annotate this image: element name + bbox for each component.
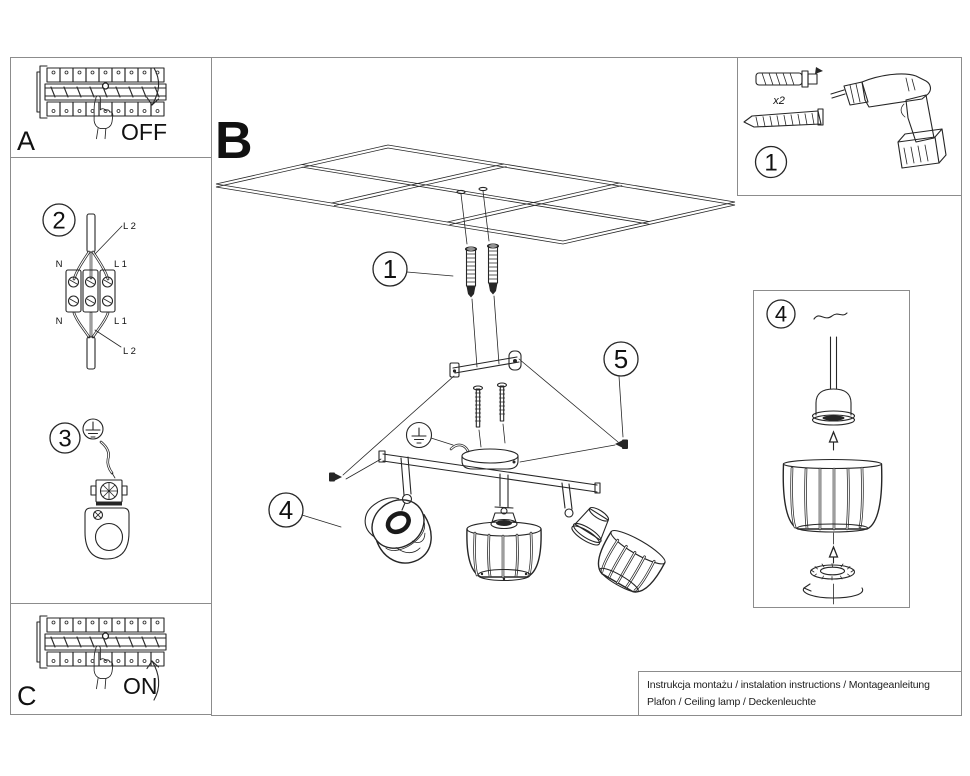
- label-live-top: L 1: [114, 259, 127, 270]
- mounting-lug-drawing: [85, 508, 129, 559]
- panel-c-letter: C: [17, 681, 37, 711]
- wall-plug-drawing: [756, 67, 823, 87]
- panel-breaker-on-step: [10, 603, 212, 715]
- fixture-rail-drawing: [379, 451, 600, 493]
- screw-drawing: [744, 109, 823, 127]
- footer-caption-box: [638, 671, 962, 716]
- callout-screw: [604, 342, 638, 437]
- callout-anchor: [373, 252, 453, 286]
- off-arrow-icon: [147, 68, 159, 105]
- step-2-number: 2: [52, 207, 66, 235]
- ceiling-grid-drawing: [216, 145, 735, 244]
- label-live-bottom: L 1: [114, 316, 127, 327]
- spotlight-left-drawing: [358, 457, 443, 574]
- spotlight-right-drawing: [562, 483, 668, 600]
- cage-shade-drawing: [783, 460, 882, 545]
- label-neutral-top: N: [55, 259, 63, 270]
- label-line-top: L 2: [123, 221, 136, 232]
- anchor-quantity-label: x2: [773, 95, 785, 107]
- svg-text:4: 4: [774, 301, 788, 327]
- breaker-panel-drawing: [37, 66, 166, 118]
- cable-top: [87, 214, 95, 252]
- up-arrow-icon: [830, 547, 838, 563]
- shade-assembly-box: [753, 290, 910, 608]
- step-3-number: 3: [58, 425, 72, 453]
- ground-symbol-icon: [83, 419, 103, 439]
- breaker-panel-drawing: [37, 616, 166, 668]
- label-line-bottom: L 2: [123, 346, 136, 357]
- wiring-and-ground-steps: [10, 157, 212, 604]
- callout-cage-number: 4: [278, 495, 294, 525]
- callout-cage: [269, 493, 341, 527]
- label-neutral-bottom: N: [55, 316, 63, 327]
- tools-required-box: [737, 57, 962, 196]
- alignment-lines: [461, 191, 505, 447]
- socket-holder-drawing: [813, 337, 855, 425]
- panel-a-letter: A: [17, 126, 36, 156]
- panel-breaker-off-step: [10, 57, 212, 158]
- on-label: ON: [123, 673, 158, 699]
- cable-bottom: [87, 337, 95, 369]
- drill-drawing: [831, 74, 946, 168]
- ground-symbol-icon: [407, 423, 454, 448]
- cable-squiggle: [814, 313, 847, 319]
- side-screw-left: [329, 473, 342, 482]
- main-view-letter: B: [215, 112, 253, 170]
- tools-box-number: [756, 147, 787, 178]
- bracket-screws-drawing: [474, 383, 507, 427]
- mounting-bracket-drawing: [450, 351, 521, 377]
- callout-anchor-number: 1: [382, 254, 398, 284]
- step-3-ground-drawing: [50, 419, 129, 559]
- callout-screw-number: 5: [613, 344, 629, 374]
- svg-text:1: 1: [764, 149, 778, 177]
- ceiling-canopy-drawing: [462, 449, 518, 469]
- footer-line-1: Instrukcja montażu / instalation instructions / Montageanleitung: [647, 679, 930, 692]
- rotate-arrow-icon: [803, 584, 862, 604]
- up-arrow-icon: [830, 432, 838, 450]
- step-2-wiring-drawing: [43, 204, 136, 369]
- cage-box-number: [767, 300, 795, 328]
- off-label: OFF: [121, 119, 167, 145]
- ground-terminal-drawing: [91, 480, 127, 506]
- ring-nut-drawing: [811, 564, 855, 581]
- wall-anchor-screws-drawing: [466, 244, 499, 298]
- spotlight-middle-drawing: [467, 474, 541, 581]
- ground-wire-drawing: [451, 445, 468, 451]
- footer-line-2: Plafon / Ceiling lamp / Deckenleuchte: [647, 695, 816, 708]
